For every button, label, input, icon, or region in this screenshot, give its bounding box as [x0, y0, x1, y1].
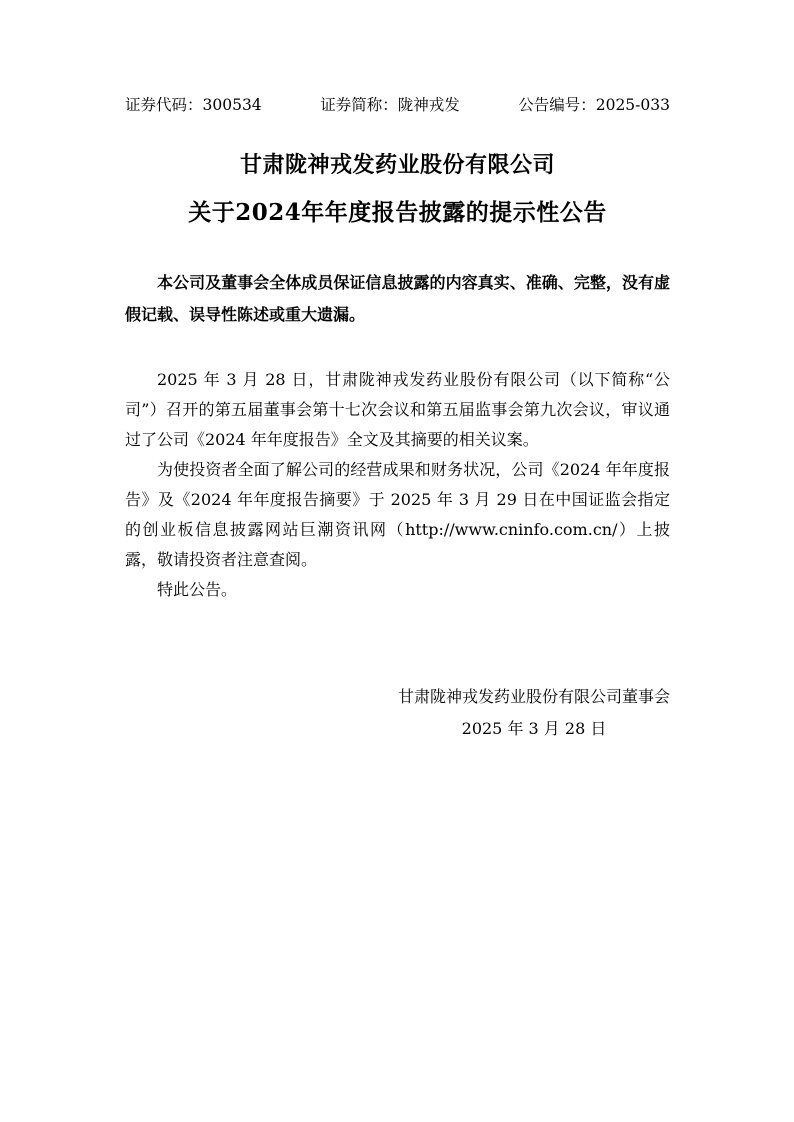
announcement-subtitle: 关于2024年年度报告披露的提示性公告 [188, 199, 607, 226]
stock-short-name: 证券简称：陇神戎发 [320, 96, 460, 114]
company-title: 甘肃陇神戎发药业股份有限公司 [239, 152, 555, 178]
announcement-number: 公告编号：2025-033 [518, 96, 670, 114]
signature-inner [398, 681, 670, 745]
body-paragraph-2: 为使投资者全面了解公司的经营成果和财务状况，公司《2024 年年度报告》及《2024 年年度报告摘要》于 2025 年 3 月 29 日在中国证监会指定的创业板信息披露网站巨潮资讯网（http://www.cninfo.com.cn/）上披露，敬请投资者注意查阅。 [125, 460, 670, 569]
disclaimer-statement: 本公司及董事会全体成员保证信息披露的内容真实、准确、完整，没有虚假记载、误导性陈述或重大遗漏。 [125, 273, 670, 324]
stock-code: 证券代码：300534 [125, 96, 262, 114]
closing-line: 特此公告。 [157, 580, 238, 599]
body-paragraph-1: 2025 年 3 月 28 日，甘肃陇神戎发药业股份有限公司（以下简称“公司”）召开的第五届董事会第十七次会议和第五届监事会第九次会议，审议通过了公司《2024 年年度报告》全文及其摘要的相关议案。 [125, 370, 670, 449]
signature-date: 2025 年 3 月 28 日 [461, 719, 607, 738]
signature-block [125, 681, 670, 745]
signature-company: 甘肃陇神戎发药业股份有限公司董事会 [397, 687, 670, 706]
doc-header [125, 95, 670, 115]
